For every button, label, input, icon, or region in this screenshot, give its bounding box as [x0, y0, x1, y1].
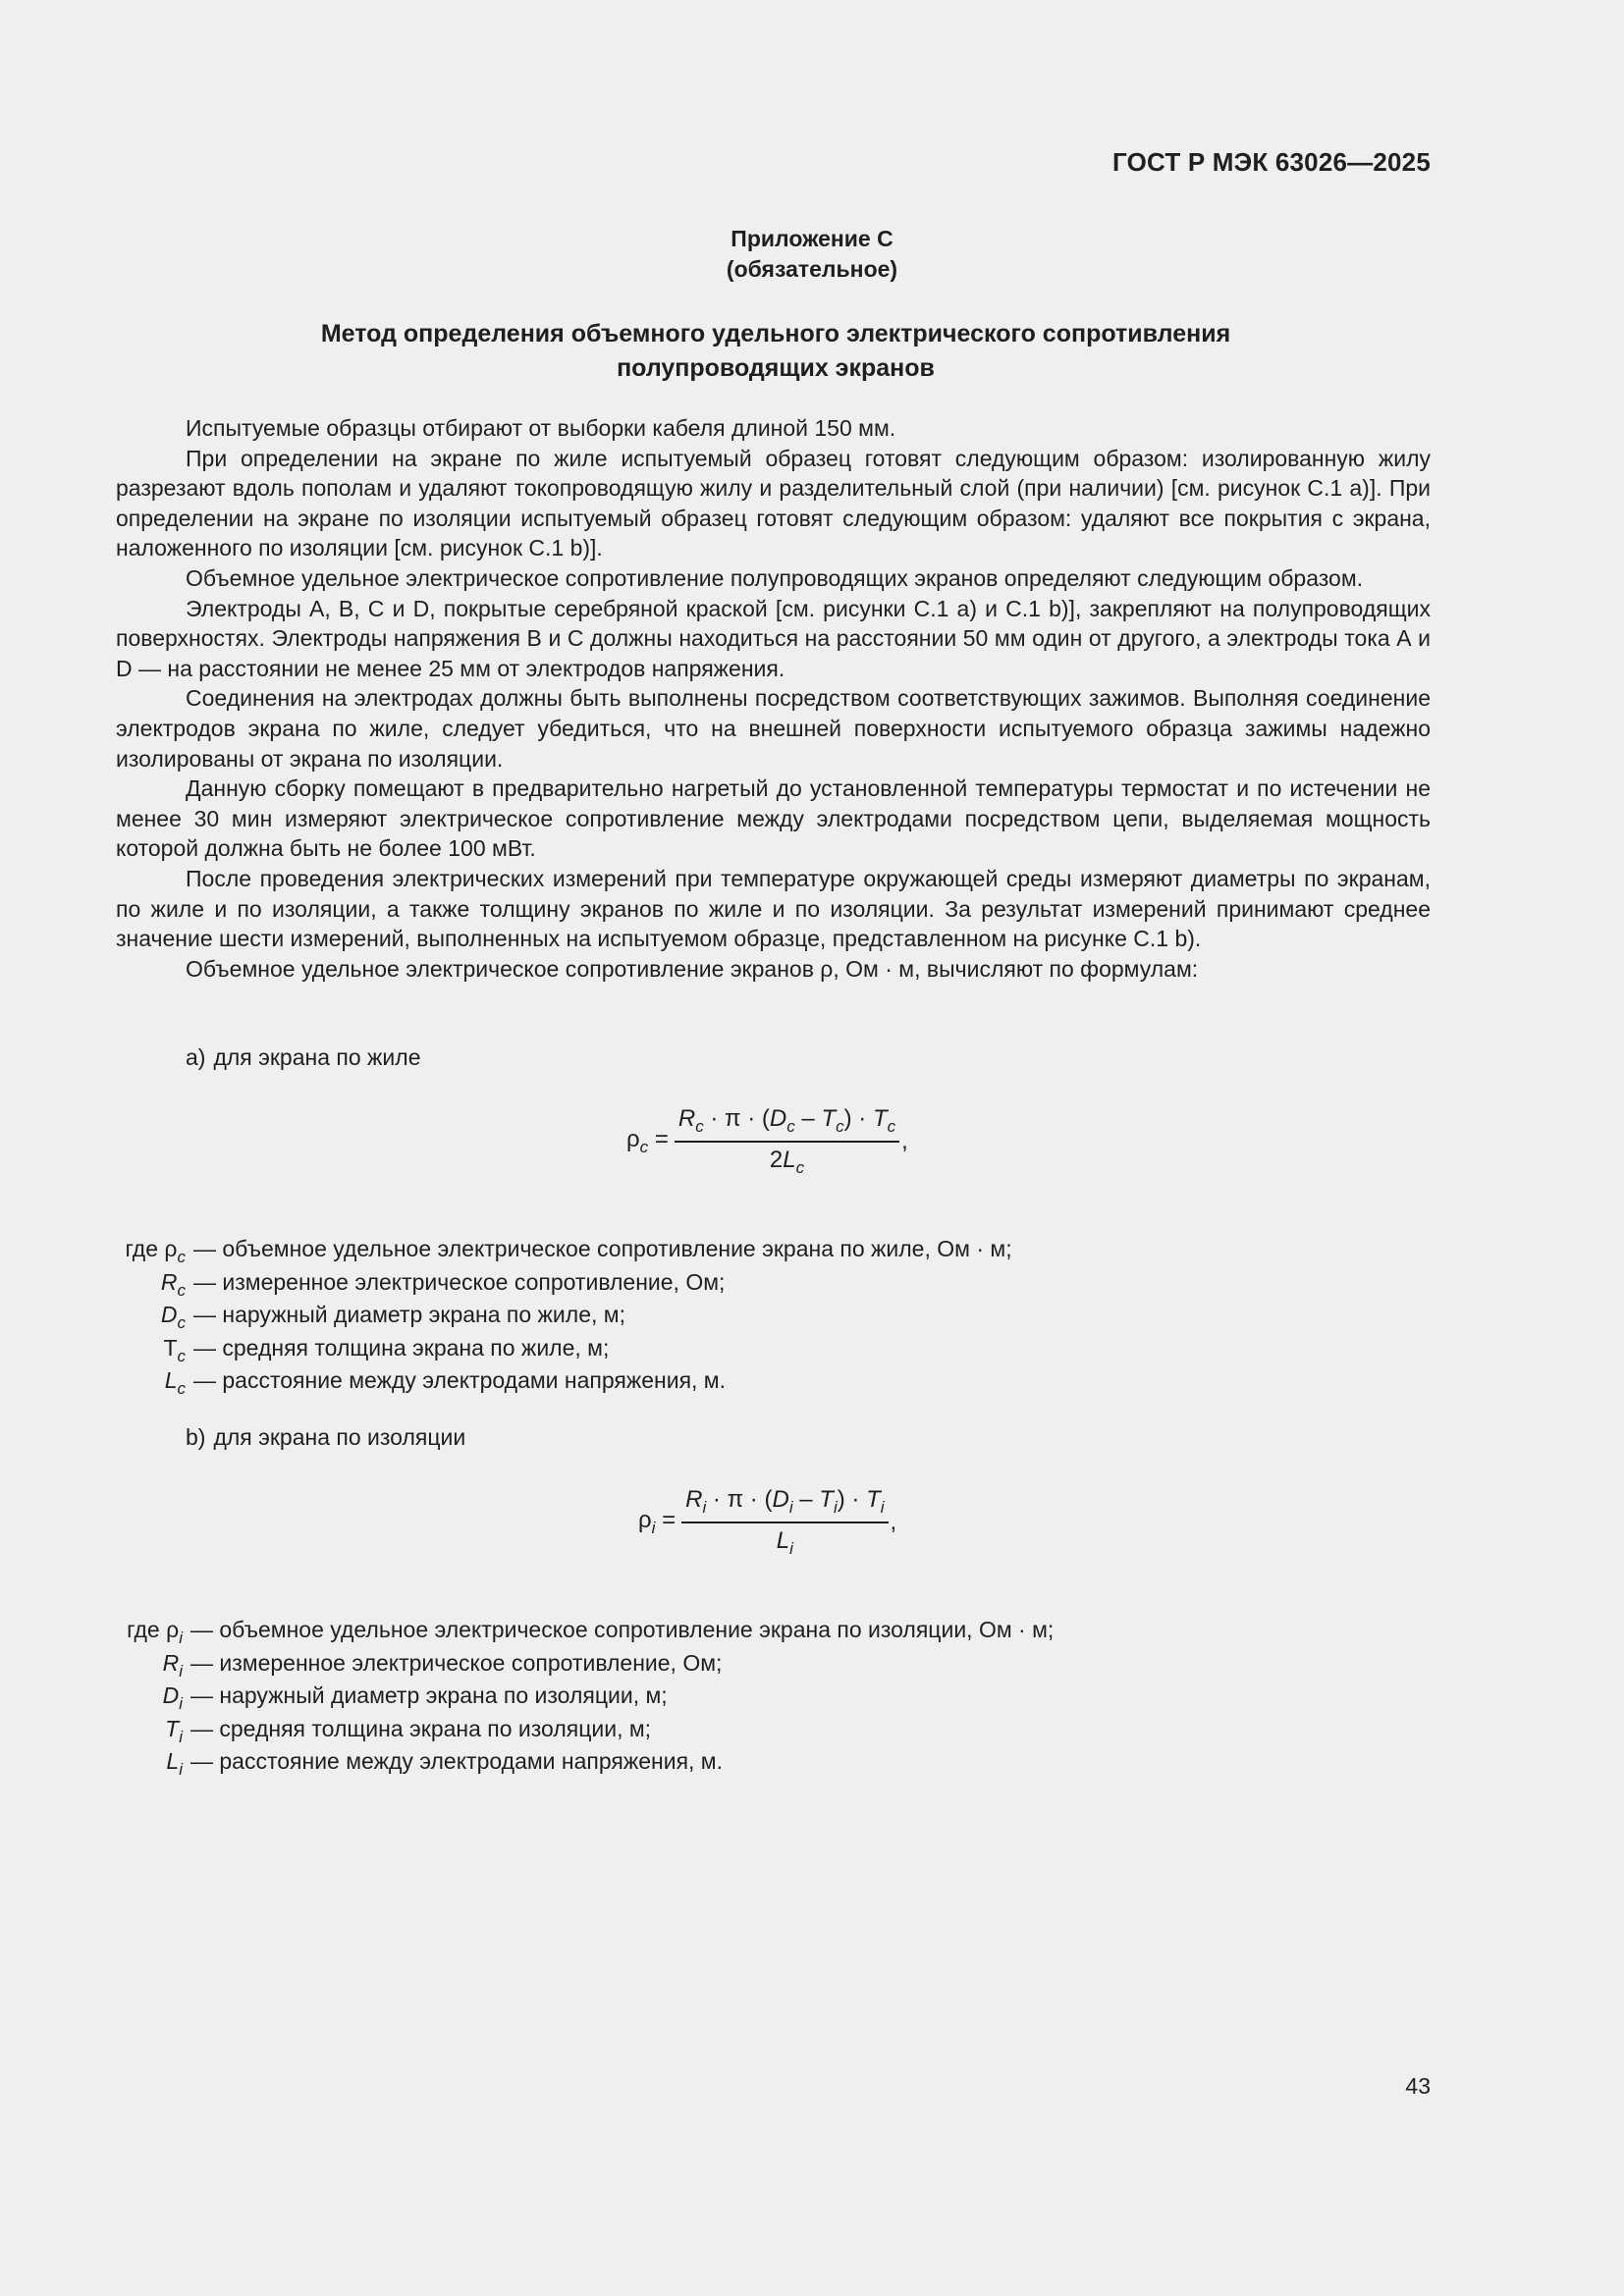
list-item-text: для экрана по изоляции	[213, 1424, 466, 1450]
legend-row: $T_i$ — средняя толщина экрана по изоляции, м;	[165, 1715, 652, 1746]
body-text	[116, 413, 1431, 984]
formula-lhs: $\rho_i$ =	[638, 1507, 677, 1537]
list-item-a	[186, 1044, 421, 1071]
legend-row: $R_i$ — измеренное электрическое сопротивление, Ом;	[162, 1649, 723, 1681]
legend-i	[120, 1614, 1054, 1779]
paragraph: При определении на экране по жиле испытуемый образец готовят следующим образом: изолированную жилу разрезают вдоль пополам и удаляют токопроводящую жилу и разделительный слой (при наличии) [см. рисунок С.1 а)]. При определении на экране по изоляции испытуемый образец готовят следующим образом: удаляют все покрытия с экрана, наложенного по изоляции [см. рисунок С.1 b)].	[116, 445, 1431, 561]
list-item-label: а)	[186, 1044, 206, 1070]
paragraph: После проведения электрических измерений при температуре окружающей среды измеряют диаметры по экранам, по жиле и по изоляции, а также толщину экранов по жиле и по изоляции. За результат измерений принимают среднее значение шести измерений, выполненных на испытуемом образце, представленном на рисунке С.1 b).	[116, 865, 1431, 952]
legend-row: $R_c$ — измеренное электрическое сопротивление, Ом;	[160, 1268, 726, 1300]
annex-title: Приложение С	[731, 226, 893, 251]
list-item-b	[186, 1424, 465, 1451]
section-title-line-1: Метод определения объемного удельного электрического сопротивления	[320, 320, 1231, 347]
legend-c	[117, 1233, 1012, 1398]
formula-denominator: $L_i$	[776, 1527, 793, 1558]
list-item-label: b)	[186, 1424, 206, 1450]
paragraph: Испытуемые образцы отбирают от выборки кабеля длиной 150 мм.	[186, 415, 896, 441]
annex-heading	[0, 224, 1624, 285]
formula-numerator: $R_i \cdot \pi \cdot (D_i - T_i) \cdot T_i$	[681, 1486, 888, 1523]
list-item-text: для экрана по жиле	[213, 1044, 421, 1070]
formula-numerator: $R_c \cdot \pi \cdot (D_c - T_c) \cdot T_c$	[675, 1105, 899, 1143]
formula-fraction	[675, 1105, 899, 1178]
document-code: ГОСТ Р МЭК 63026—2025	[1111, 147, 1431, 177]
legend-row: $D_c$ — наружный диаметр экрана по жиле, м;	[160, 1302, 625, 1333]
legend-row: $D_i$ — наружный диаметр экрана по изоляции, м;	[162, 1682, 668, 1714]
legend-row: $L_i$ — расстояние между электродами напряжения, м.	[166, 1748, 724, 1780]
paragraph: Данную сборку помещают в предварительно нагретый до установленной температуры термостат и по истечении не менее 30 мин измеряют электрическое сопротивление между электродами посредством цепи, выделяемая мощность которой должна быть не более 100 мВт.	[116, 775, 1431, 862]
formula-rho-i: $\rho_i$ = $\frac{R_i \cdot \pi \cdot (D_i - T_i) \cdot T_i}{L_i}$ ,	[638, 1486, 897, 1558]
legend-row: $T_c$ — средняя толщина экрана по жиле, м;	[163, 1334, 610, 1365]
formula-rho-c: $\rho_c$ = $\frac{R_c \cdot \pi \cdot (D_c - T_c) \cdot T_c}{2L_c}$ ,	[626, 1105, 908, 1177]
legend-row: где $\rho_i$ — объемное удельное электрическое сопротивление экрана по изоляции, Ом · м;	[127, 1617, 1055, 1647]
section-title-line-2: полупроводящих экранов	[617, 354, 935, 382]
paragraph: Объемное удельное электрическое сопротивление экранов ρ, Ом · м, вычисляют по формулам:	[186, 955, 1199, 982]
section-title	[236, 317, 1316, 386]
legend-row: $L_c$ — расстояние между электродами напряжения, м.	[164, 1367, 727, 1399]
paragraph: Электроды А, В, С и D, покрытые серебряной краской [см. рисунки С.1 а) и С.1 b)], закрепляют на полупроводящих поверхностях. Электроды напряжения В и С должны находиться на расстоянии 50 мм один от другого, а электроды тока А и D — на расстоянии не менее 25 мм от электродов напряжения.	[116, 595, 1431, 681]
page-number: 43	[1405, 2073, 1431, 2099]
formula-fraction	[681, 1486, 888, 1559]
formula-lhs: $\rho_c$ =	[626, 1126, 669, 1156]
paragraph: Соединения на электродах должны быть выполнены посредством соответствующих зажимов. Выполняя соединение электродов экрана по жиле, следует убедиться, что на внешней поверхности испытуемого образца зажимы надежно изолированы от экрана по изоляции.	[116, 685, 1431, 772]
legend-row: где $\rho_c$ — объемное удельное электрическое сопротивление экрана по жиле, Ом · м;	[125, 1236, 1012, 1266]
annex-status: (обязательное)	[726, 256, 898, 282]
formula-denominator: $2L_c$	[769, 1147, 805, 1177]
paragraph: Объемное удельное электрическое сопротивление полупроводящих экранов определяют следующим образом.	[186, 564, 1364, 591]
